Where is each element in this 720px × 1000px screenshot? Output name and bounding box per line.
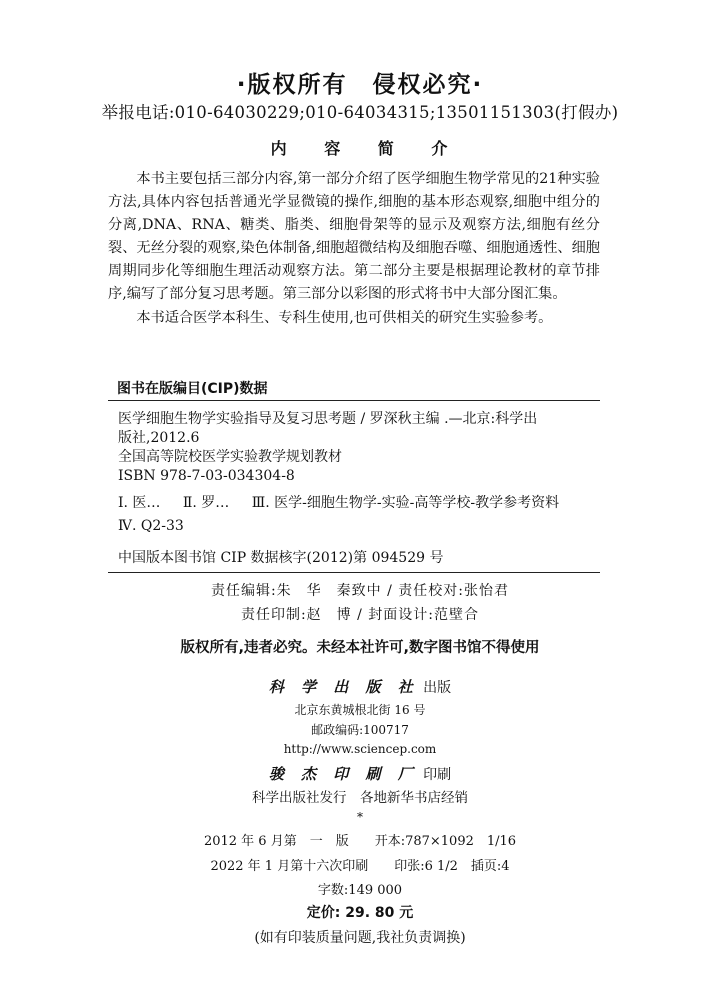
abstract-body: [108, 168, 600, 330]
report-hotline: 举报电话:010-64030229;010-64034315;13501151303(打假办): [101, 103, 619, 122]
abstract-paragraph-2: 本书适合医学本科生、专科生使用,也可供相关的研究生实验参考。: [136, 309, 553, 326]
cip-class-2: Ⅱ. 罗…: [182, 495, 230, 511]
cip-bottom-rule: [108, 572, 600, 573]
cip-top-rule: [108, 400, 600, 401]
abstract-title: 内 容 简 介: [270, 139, 464, 158]
quality-note: (如有印装质量问题,我社负责调换): [254, 930, 466, 946]
publisher-postcode: 邮政编码:100717: [311, 723, 409, 737]
cip-entry: [118, 410, 600, 486]
printer-name: 骏 杰 印 刷 厂: [268, 765, 419, 783]
publisher-name: 科 学 出 版 社: [268, 678, 419, 696]
publisher-line: [0, 676, 720, 697]
staff-line-1: 责任编辑:朱 华 秦致中 / 责任校对:张怡君: [210, 583, 510, 599]
abstract-paragraph-1: 本书主要包括三部分内容,第一部分介绍了医学细胞生物学常见的21种实验方法,具体内容包括普通光学显微镜的操作,细胞的基本形态观察,细胞中组分的分离,DNA、RNA、糖类、脂类、细胞骨架等的显示及观察方法,细胞有丝分裂、无丝分裂的观察,染色体制备,细胞超微结构及细胞吞噬、细胞通透性、细胞周期同步化等细胞生理活动观察方法。第二部分主要是根据理论教材的章节排序,编写了部分复习思考题。第三部分以彩图的形式将书中大部分图汇集。: [108, 171, 600, 303]
staff-line-2: 责任印制:赵 博 / 封面设计:范壁合: [240, 607, 480, 623]
publisher-url: http://www.sciencep.com: [283, 742, 437, 756]
printing-line: 2022 年 1 月第十六次印刷 印张:6 1/2 插页:4: [210, 859, 510, 874]
copyright-banner: ·版权所有 侵权必究·: [236, 72, 484, 98]
cip-number: 中国版本图书馆 CIP 数据核字(2012)第 094529 号: [118, 550, 444, 566]
cip-entry-line-1: 医学细胞生物学实验指导及复习思考题 / 罗深秋主编 .—北京:科学出: [118, 411, 538, 427]
cip-class-1: Ⅰ. 医…: [118, 495, 161, 511]
word-count: 字数:149 000: [317, 883, 403, 898]
cip-class-3: Ⅲ. 医学-细胞生物学-实验-高等学校-教学参考资料: [251, 495, 560, 511]
printer-suffix: 印刷: [423, 767, 452, 783]
cip-entry-line-2: 版社,2012.6: [118, 430, 200, 446]
cip-title: 图书在版编目(CIP)数据: [117, 381, 268, 397]
printer-line: [0, 763, 720, 784]
distribution-line: 科学出版社发行 各地新华书店经销: [252, 790, 468, 806]
publisher-suffix: 出版: [423, 680, 452, 696]
separator-asterisk: *: [357, 810, 363, 824]
cip-series: 全国高等院校医学实验教学规划教材: [118, 449, 342, 465]
publisher-address: 北京东黄城根北街 16 号: [294, 703, 426, 717]
edition-line: 2012 年 6 月第 一 版 开本:787×1092 1/16: [203, 834, 517, 849]
rights-notice: 版权所有,违者必究。未经本社许可,数字图书馆不得使用: [180, 640, 540, 656]
price: 定价: 29. 80 元: [306, 905, 414, 921]
cip-classification: [118, 494, 600, 536]
cip-class-4: Ⅳ. Q2-33: [118, 518, 184, 534]
cip-isbn: ISBN 978-7-03-034304-8: [118, 468, 295, 484]
